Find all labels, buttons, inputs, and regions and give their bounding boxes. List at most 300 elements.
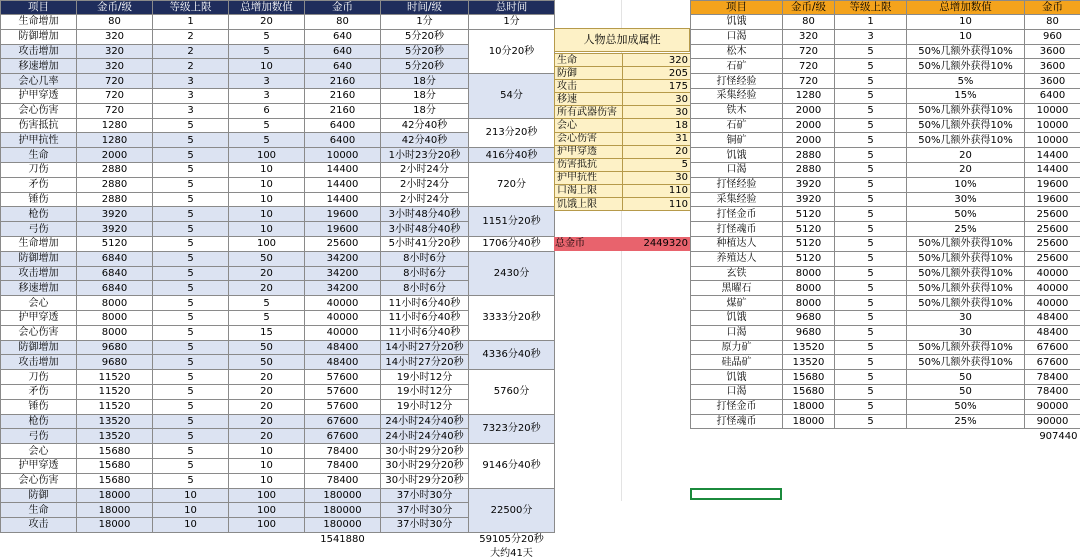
attribute-name[interactable]: 防御: [555, 67, 623, 80]
table-cell[interactable]: 会心伤害: [1, 325, 77, 340]
table-cell[interactable]: 3小时48分40秒: [381, 207, 469, 222]
table-cell[interactable]: 10000: [1025, 133, 1080, 148]
table-cell[interactable]: 5: [835, 370, 907, 385]
empty-cell[interactable]: [77, 532, 153, 546]
table-cell[interactable]: 40000: [305, 296, 381, 311]
table-cell[interactable]: 攻击增加: [1, 44, 77, 59]
table-cell[interactable]: 5: [153, 207, 229, 222]
table-cell[interactable]: 19600: [1025, 177, 1080, 192]
total-time-cell[interactable]: 213分20秒: [469, 118, 555, 148]
attribute-name[interactable]: 会心: [555, 119, 623, 132]
table-cell[interactable]: 5: [153, 266, 229, 281]
table-cell[interactable]: 2小时24分: [381, 177, 469, 192]
table-cell[interactable]: 80: [1025, 15, 1080, 30]
table-cell[interactable]: 50%几额外获得10%: [907, 281, 1025, 296]
table-cell[interactable]: 5: [835, 103, 907, 118]
total-time-cell[interactable]: 5760分: [469, 370, 555, 414]
table-cell[interactable]: 11520: [77, 370, 153, 385]
table-cell[interactable]: 2小时24分: [381, 162, 469, 177]
table-cell[interactable]: 5: [835, 59, 907, 74]
table-cell[interactable]: 5: [153, 325, 229, 340]
table-cell[interactable]: 5: [835, 88, 907, 103]
total-time-cell[interactable]: 4336分40秒: [469, 340, 555, 370]
table-cell[interactable]: 11520: [77, 399, 153, 414]
table-cell[interactable]: 饥饿: [691, 15, 783, 30]
table-cell[interactable]: 40000: [305, 325, 381, 340]
table-cell[interactable]: 180000: [305, 488, 381, 503]
table-cell[interactable]: 3: [229, 88, 305, 103]
attribute-value[interactable]: 30: [623, 106, 691, 119]
table-cell[interactable]: 37小时30分: [381, 503, 469, 518]
attribute-value[interactable]: 110: [623, 198, 691, 211]
table-cell[interactable]: 会心: [1, 444, 77, 459]
table-cell[interactable]: 25%: [907, 414, 1025, 429]
table-cell[interactable]: 打怪魂币: [691, 222, 783, 237]
table-cell[interactable]: 5: [153, 414, 229, 429]
table-cell[interactable]: 15680: [783, 370, 835, 385]
table-cell[interactable]: 矛伤: [1, 384, 77, 399]
table-cell[interactable]: 50%几额外获得10%: [907, 133, 1025, 148]
total-time-cell[interactable]: 1151分20秒: [469, 207, 555, 237]
table-cell[interactable]: 5: [835, 414, 907, 429]
attribute-name[interactable]: 生命: [555, 54, 623, 67]
table-cell[interactable]: 10000: [1025, 118, 1080, 133]
table-cell[interactable]: 50%几额外获得10%: [907, 103, 1025, 118]
table-cell[interactable]: 25600: [1025, 251, 1080, 266]
attribute-value[interactable]: 20: [623, 145, 691, 158]
table-cell[interactable]: 8000: [783, 281, 835, 296]
table-cell[interactable]: 50%几额外获得10%: [907, 59, 1025, 74]
table-cell[interactable]: 5120: [783, 222, 835, 237]
table-cell[interactable]: 5: [835, 177, 907, 192]
attribute-value[interactable]: 320: [623, 54, 691, 67]
table-cell[interactable]: 48400: [1025, 325, 1080, 340]
table-cell[interactable]: 1280: [77, 118, 153, 133]
table-cell[interactable]: 移速增加: [1, 59, 77, 74]
attribute-value[interactable]: 30: [623, 171, 691, 184]
table-cell[interactable]: 10: [229, 444, 305, 459]
table-cell[interactable]: 5分20秒: [381, 44, 469, 59]
empty-cell[interactable]: [305, 547, 381, 560]
table-cell[interactable]: 5: [835, 340, 907, 355]
table-cell[interactable]: 2: [153, 44, 229, 59]
table-cell[interactable]: 2880: [77, 192, 153, 207]
table-cell[interactable]: 20: [907, 162, 1025, 177]
table-cell[interactable]: 2880: [783, 162, 835, 177]
table-cell[interactable]: 2: [153, 29, 229, 44]
table-cell[interactable]: 48400: [1025, 310, 1080, 325]
table-cell[interactable]: 5: [153, 222, 229, 237]
table-cell[interactable]: 15680: [77, 473, 153, 488]
table-cell[interactable]: 6: [229, 103, 305, 118]
attribute-name[interactable]: 攻击: [555, 80, 623, 93]
empty-cell[interactable]: [835, 429, 907, 443]
table-cell[interactable]: 防御增加: [1, 29, 77, 44]
table-cell[interactable]: 打怪经验: [691, 74, 783, 89]
table-cell[interactable]: 14400: [305, 192, 381, 207]
table-cell[interactable]: 5: [835, 44, 907, 59]
table-cell[interactable]: 5%: [907, 74, 1025, 89]
table-cell[interactable]: 5: [835, 355, 907, 370]
table-cell[interactable]: 10: [229, 177, 305, 192]
col-header[interactable]: 等级上限: [153, 1, 229, 15]
col-header[interactable]: 总增加数值: [229, 1, 305, 15]
table-cell[interactable]: 10: [229, 207, 305, 222]
empty-cell[interactable]: [153, 547, 229, 560]
table-cell[interactable]: 14400: [305, 177, 381, 192]
table-cell[interactable]: 口渴: [691, 162, 783, 177]
table-cell[interactable]: 34200: [305, 251, 381, 266]
attribute-name[interactable]: 口渴上限: [555, 184, 623, 197]
total-time-sum[interactable]: 59105分20秒: [469, 532, 555, 546]
empty-cell[interactable]: [153, 532, 229, 546]
total-time-cell[interactable]: 22500分: [469, 488, 555, 532]
table-cell[interactable]: 5: [835, 118, 907, 133]
table-cell[interactable]: 720: [783, 44, 835, 59]
table-cell[interactable]: 刀伤: [1, 370, 77, 385]
table-cell[interactable]: 2160: [305, 74, 381, 89]
table-cell[interactable]: 5: [835, 74, 907, 89]
table-cell[interactable]: 10: [229, 473, 305, 488]
table-cell[interactable]: 1280: [77, 133, 153, 148]
table-cell[interactable]: 18分: [381, 74, 469, 89]
table-cell[interactable]: 50%几额外获得10%: [907, 251, 1025, 266]
table-cell[interactable]: 48400: [305, 355, 381, 370]
table-cell[interactable]: 5: [153, 177, 229, 192]
table-cell[interactable]: 14400: [1025, 162, 1080, 177]
table-cell[interactable]: 5: [153, 236, 229, 251]
table-cell[interactable]: 18分: [381, 103, 469, 118]
table-cell[interactable]: 18000: [77, 488, 153, 503]
table-cell[interactable]: 180000: [305, 518, 381, 533]
table-cell[interactable]: 5: [153, 355, 229, 370]
total-time-cell[interactable]: 720分: [469, 162, 555, 206]
table-cell[interactable]: 80: [305, 15, 381, 30]
table-cell[interactable]: 18000: [783, 399, 835, 414]
table-cell[interactable]: 3小时48分40秒: [381, 222, 469, 237]
empty-cell[interactable]: [77, 547, 153, 560]
total-time-cell[interactable]: 3333分20秒: [469, 296, 555, 340]
table-cell[interactable]: 50%: [907, 399, 1025, 414]
table-cell[interactable]: 40000: [1025, 266, 1080, 281]
table-cell[interactable]: 78400: [1025, 384, 1080, 399]
table-cell[interactable]: 2880: [783, 148, 835, 163]
table-cell[interactable]: 5120: [783, 236, 835, 251]
table-cell[interactable]: 5: [835, 148, 907, 163]
table-cell[interactable]: 10: [229, 162, 305, 177]
total-time-cell[interactable]: 10分20秒: [469, 29, 555, 73]
attribute-value[interactable]: 18: [623, 119, 691, 132]
table-cell[interactable]: 10: [229, 192, 305, 207]
table-cell[interactable]: 100: [229, 488, 305, 503]
attribute-name[interactable]: 会心伤害: [555, 132, 623, 145]
selected-cell[interactable]: [690, 488, 782, 500]
table-cell[interactable]: 5: [153, 118, 229, 133]
empty-cell[interactable]: [229, 547, 305, 560]
table-cell[interactable]: 攻击: [1, 518, 77, 533]
empty-cell[interactable]: [1, 547, 77, 560]
table-cell[interactable]: 5小时41分20秒: [381, 236, 469, 251]
table-cell[interactable]: 1280: [783, 88, 835, 103]
table-cell[interactable]: 78400: [1025, 370, 1080, 385]
table-cell[interactable]: 会心伤害: [1, 103, 77, 118]
table-cell[interactable]: 1: [153, 15, 229, 30]
table-cell[interactable]: 5: [835, 133, 907, 148]
table-cell[interactable]: 护甲抗性: [1, 133, 77, 148]
table-cell[interactable]: 640: [305, 29, 381, 44]
table-cell[interactable]: 14400: [1025, 148, 1080, 163]
table-cell[interactable]: 5: [835, 222, 907, 237]
attribute-name[interactable]: 移速: [555, 93, 623, 106]
table-cell[interactable]: 50%: [907, 207, 1025, 222]
table-cell[interactable]: 11520: [77, 384, 153, 399]
table-cell[interactable]: 25600: [1025, 222, 1080, 237]
table-cell[interactable]: 10000: [1025, 103, 1080, 118]
empty-cell[interactable]: [229, 532, 305, 546]
table-cell[interactable]: 5分20秒: [381, 59, 469, 74]
table-cell[interactable]: 50: [229, 251, 305, 266]
table-cell[interactable]: 24小时24分40秒: [381, 429, 469, 444]
table-cell[interactable]: 30: [907, 325, 1025, 340]
table-cell[interactable]: 石矿: [691, 59, 783, 74]
table-cell[interactable]: 6400: [305, 118, 381, 133]
table-cell[interactable]: 5: [835, 310, 907, 325]
table-cell[interactable]: 10: [907, 29, 1025, 44]
table-cell[interactable]: 720: [783, 59, 835, 74]
table-cell[interactable]: 5: [153, 148, 229, 163]
col-header[interactable]: 等级上限: [835, 1, 907, 15]
table-cell[interactable]: 5: [835, 236, 907, 251]
table-cell[interactable]: 34200: [305, 281, 381, 296]
table-cell[interactable]: 生命增加: [1, 15, 77, 30]
attribute-name[interactable]: 饥饿上限: [555, 198, 623, 211]
table-cell[interactable]: 采集经验: [691, 88, 783, 103]
table-cell[interactable]: 48400: [305, 340, 381, 355]
table-cell[interactable]: 10: [229, 59, 305, 74]
table-cell[interactable]: 37小时30分: [381, 518, 469, 533]
empty-cell[interactable]: [691, 429, 783, 443]
col-header[interactable]: 金币/级: [77, 1, 153, 15]
table-cell[interactable]: 100: [229, 518, 305, 533]
table-cell[interactable]: 10000: [305, 148, 381, 163]
table-cell[interactable]: 3: [835, 29, 907, 44]
table-cell[interactable]: 320: [77, 29, 153, 44]
table-cell[interactable]: 5: [153, 473, 229, 488]
table-cell[interactable]: 15680: [77, 458, 153, 473]
table-cell[interactable]: 松木: [691, 44, 783, 59]
table-cell[interactable]: 生命增加: [1, 236, 77, 251]
col-header[interactable]: 总时间: [469, 1, 555, 15]
table-cell[interactable]: 9680: [77, 340, 153, 355]
table-cell[interactable]: 铜矿: [691, 133, 783, 148]
table-cell[interactable]: 25%: [907, 222, 1025, 237]
table-cell[interactable]: 会心几率: [1, 74, 77, 89]
table-cell[interactable]: 720: [783, 74, 835, 89]
empty-cell[interactable]: [381, 532, 469, 546]
table-cell[interactable]: 5: [835, 384, 907, 399]
table-cell[interactable]: 煤矿: [691, 296, 783, 311]
table-cell[interactable]: 3: [153, 103, 229, 118]
table-cell[interactable]: 生命: [1, 503, 77, 518]
table-cell[interactable]: 50: [907, 370, 1025, 385]
table-cell[interactable]: 5: [835, 325, 907, 340]
table-cell[interactable]: 3600: [1025, 44, 1080, 59]
col-header[interactable]: 金币/级: [783, 1, 835, 15]
table-cell[interactable]: 50: [229, 340, 305, 355]
table-cell[interactable]: 锤伤: [1, 192, 77, 207]
table-cell[interactable]: 5分20秒: [381, 29, 469, 44]
table-cell[interactable]: 5: [153, 399, 229, 414]
table-cell[interactable]: 刀伤: [1, 162, 77, 177]
table-cell[interactable]: 5: [153, 281, 229, 296]
table-cell[interactable]: 10: [153, 488, 229, 503]
table-cell[interactable]: 5: [153, 310, 229, 325]
table-cell[interactable]: 25600: [1025, 207, 1080, 222]
attribute-value[interactable]: 5: [623, 158, 691, 171]
table-cell[interactable]: 2160: [305, 103, 381, 118]
col-header[interactable]: 总增加数值: [907, 1, 1025, 15]
table-cell[interactable]: 40000: [1025, 281, 1080, 296]
table-cell[interactable]: 8小时6分: [381, 266, 469, 281]
table-cell[interactable]: 10: [907, 15, 1025, 30]
table-cell[interactable]: 2: [153, 59, 229, 74]
table-cell[interactable]: 9680: [783, 310, 835, 325]
table-cell[interactable]: 50%几额外获得10%: [907, 236, 1025, 251]
table-cell[interactable]: 打怪金币: [691, 399, 783, 414]
table-cell[interactable]: 30%: [907, 192, 1025, 207]
table-cell[interactable]: 5: [835, 207, 907, 222]
table-cell[interactable]: 5120: [783, 207, 835, 222]
table-cell[interactable]: 8000: [783, 296, 835, 311]
table-cell[interactable]: 90000: [1025, 399, 1080, 414]
table-cell[interactable]: 20: [907, 148, 1025, 163]
attribute-name[interactable]: 所有武器伤害: [555, 106, 623, 119]
table-cell[interactable]: 护甲穿透: [1, 310, 77, 325]
table-cell[interactable]: 伤害抵抗: [1, 118, 77, 133]
table-cell[interactable]: 2000: [77, 148, 153, 163]
table-cell[interactable]: 5: [153, 251, 229, 266]
table-cell[interactable]: 8000: [783, 266, 835, 281]
table-cell[interactable]: 5: [229, 44, 305, 59]
table-cell[interactable]: 30小时29分20秒: [381, 458, 469, 473]
table-cell[interactable]: 3920: [77, 222, 153, 237]
table-cell[interactable]: 6400: [305, 133, 381, 148]
table-cell[interactable]: 8000: [77, 325, 153, 340]
table-cell[interactable]: 2880: [77, 177, 153, 192]
table-cell[interactable]: 硅晶矿: [691, 355, 783, 370]
table-cell[interactable]: 67600: [305, 429, 381, 444]
table-cell[interactable]: 3600: [1025, 59, 1080, 74]
table-cell[interactable]: 9680: [77, 355, 153, 370]
table-cell[interactable]: 15680: [77, 444, 153, 459]
table-cell[interactable]: 3920: [783, 177, 835, 192]
table-cell[interactable]: 80: [783, 15, 835, 30]
table-cell[interactable]: 24小时24分40秒: [381, 414, 469, 429]
table-cell[interactable]: 6840: [77, 281, 153, 296]
table-cell[interactable]: 生命: [1, 148, 77, 163]
col-header[interactable]: 项目: [1, 1, 77, 15]
table-cell[interactable]: 11小时6分40秒: [381, 310, 469, 325]
attribute-value[interactable]: 175: [623, 80, 691, 93]
table-cell[interactable]: 口渴: [691, 384, 783, 399]
table-cell[interactable]: 种植达人: [691, 236, 783, 251]
table-cell[interactable]: 2000: [783, 103, 835, 118]
table-cell[interactable]: 会心伤害: [1, 473, 77, 488]
table-cell[interactable]: 30小时29分20秒: [381, 473, 469, 488]
table-cell[interactable]: 19小时12分: [381, 384, 469, 399]
table-cell[interactable]: 15%: [907, 88, 1025, 103]
attribute-name[interactable]: 伤害抵抗: [555, 158, 623, 171]
table-cell[interactable]: 2160: [305, 88, 381, 103]
table-cell[interactable]: 移速增加: [1, 281, 77, 296]
table-cell[interactable]: 100: [229, 503, 305, 518]
table-cell[interactable]: 1分: [381, 15, 469, 30]
table-cell[interactable]: 3600: [1025, 74, 1080, 89]
table-cell[interactable]: 50%几额外获得10%: [907, 44, 1025, 59]
table-cell[interactable]: 护甲穿透: [1, 88, 77, 103]
col-header[interactable]: 项目: [691, 1, 783, 15]
table-cell[interactable]: 5: [229, 118, 305, 133]
table-cell[interactable]: 5: [835, 281, 907, 296]
table-cell[interactable]: 20: [229, 15, 305, 30]
table-cell[interactable]: 6840: [77, 251, 153, 266]
table-cell[interactable]: 5: [153, 162, 229, 177]
total-gold-sum[interactable]: 1541880: [305, 532, 381, 546]
total-gold-cell[interactable]: [554, 237, 690, 251]
attribute-value[interactable]: 30: [623, 93, 691, 106]
table-cell[interactable]: 黑曜石: [691, 281, 783, 296]
table-cell[interactable]: 67600: [1025, 355, 1080, 370]
table-cell[interactable]: 5: [835, 399, 907, 414]
table-cell[interactable]: 720: [77, 88, 153, 103]
table-cell[interactable]: 57600: [305, 399, 381, 414]
table-cell[interactable]: 5: [153, 370, 229, 385]
table-cell[interactable]: 5: [153, 192, 229, 207]
attribute-value[interactable]: 31: [623, 132, 691, 145]
table-cell[interactable]: 13520: [783, 340, 835, 355]
table-cell[interactable]: 5: [835, 266, 907, 281]
table-cell[interactable]: 口渴: [691, 29, 783, 44]
table-cell[interactable]: 640: [305, 59, 381, 74]
table-cell[interactable]: 42分40秒: [381, 133, 469, 148]
attribute-value[interactable]: 110: [623, 184, 691, 197]
table-cell[interactable]: 50: [229, 355, 305, 370]
table-cell[interactable]: 20: [229, 370, 305, 385]
table-cell[interactable]: 8000: [77, 310, 153, 325]
table-cell[interactable]: 15680: [783, 384, 835, 399]
resource-total[interactable]: 907440: [1025, 429, 1080, 443]
table-cell[interactable]: 19600: [305, 207, 381, 222]
table-cell[interactable]: 11小时6分40秒: [381, 325, 469, 340]
table-cell[interactable]: 饥饿: [691, 370, 783, 385]
table-cell[interactable]: 13520: [77, 414, 153, 429]
table-cell[interactable]: 锤伤: [1, 399, 77, 414]
table-cell[interactable]: 720: [77, 103, 153, 118]
table-cell[interactable]: 6400: [1025, 88, 1080, 103]
empty-cell[interactable]: [783, 429, 835, 443]
col-header[interactable]: 时间/级: [381, 1, 469, 15]
table-cell[interactable]: 5: [153, 384, 229, 399]
table-cell[interactable]: 19600: [1025, 192, 1080, 207]
table-cell[interactable]: 3920: [77, 207, 153, 222]
attribute-name[interactable]: 护甲抗性: [555, 171, 623, 184]
table-cell[interactable]: 50%几额外获得10%: [907, 340, 1025, 355]
table-cell[interactable]: 5: [835, 251, 907, 266]
total-time-cell[interactable]: 1分: [469, 15, 555, 30]
table-cell[interactable]: 19小时12分: [381, 370, 469, 385]
table-cell[interactable]: 3: [153, 88, 229, 103]
table-cell[interactable]: 攻击增加: [1, 266, 77, 281]
